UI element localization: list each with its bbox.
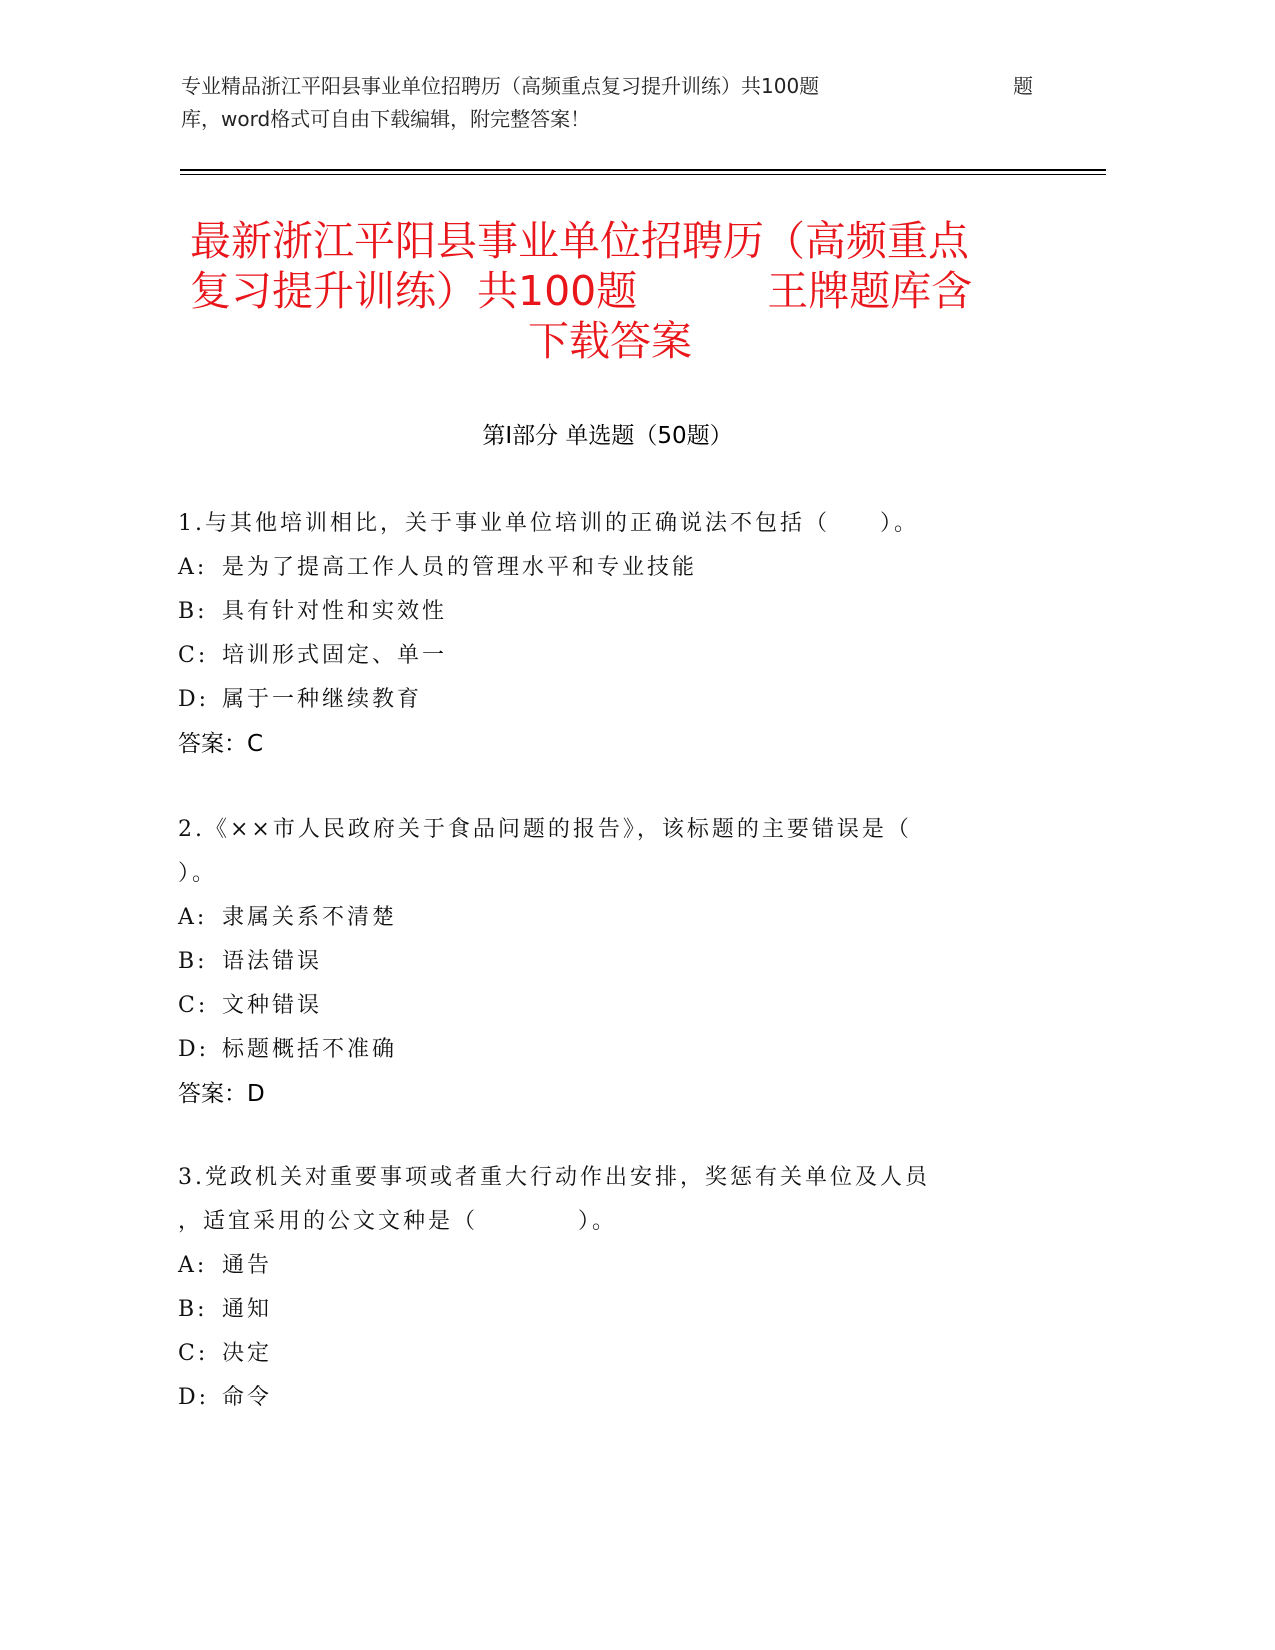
option-text: 隶属关系不清楚: [222, 905, 398, 930]
question-3-option-a: [178, 1244, 1028, 1288]
question-2-option-b: [178, 940, 1028, 984]
option-text: 属于一种继续教育: [222, 687, 423, 712]
option-text: 通知: [222, 1297, 273, 1322]
question-3-option-d: [178, 1376, 1028, 1420]
question-2: [178, 808, 1028, 1116]
title-line-2: [190, 266, 1030, 316]
option-text: 决定: [222, 1341, 273, 1366]
option-key: B:: [178, 1297, 208, 1322]
option-key: C:: [178, 993, 209, 1018]
question-1-answer: 答案：C: [178, 731, 264, 757]
question-2-text-line-1: 2.《××市人民政府关于食品问题的报告》，该标题的主要错误是（: [178, 817, 912, 842]
question-2-text-line-2: ）。: [178, 861, 218, 886]
option-key: A:: [178, 905, 208, 930]
question-2-option-a: [178, 896, 1028, 940]
option-key: B:: [178, 949, 208, 974]
title-line-1: 最新浙江平阳县事业单位招聘历（高频重点: [190, 217, 969, 265]
option-key: A:: [178, 555, 208, 580]
question-2-answer: 答案：D: [178, 1081, 265, 1107]
question-3-text-line-2: ，适宜采用的公文文种是（ ）。: [178, 1209, 618, 1234]
question-3-option-c: [178, 1332, 1028, 1376]
option-key: D:: [178, 1385, 210, 1410]
question-1-option-c: [178, 634, 1028, 678]
question-3-option-b: [178, 1288, 1028, 1332]
option-text: 培训形式固定、单一: [222, 643, 448, 668]
header-rule-thin: [180, 174, 1106, 175]
question-3: [178, 1156, 1028, 1420]
title-line-2b: 王牌题库含: [767, 267, 973, 315]
option-key: D:: [178, 1037, 210, 1062]
document-title: [190, 216, 1030, 366]
title-line-3: 下载答案: [528, 317, 692, 365]
header-note: [181, 70, 1041, 136]
option-text: 是为了提高工作人员的管理水平和专业技能: [222, 555, 698, 580]
title-line-2a: 复习提升训练）共100题: [190, 267, 638, 315]
option-key: A:: [178, 1253, 208, 1278]
option-text: 文种错误: [222, 993, 323, 1018]
header-rule-thick: [180, 169, 1106, 171]
question-1-option-a: [178, 546, 1028, 590]
question-1: [178, 502, 1028, 766]
question-2-option-d: [178, 1028, 1028, 1072]
option-key: C:: [178, 1341, 209, 1366]
question-3-text-line-1: 3.党政机关对重要事项或者重大行动作出安排，奖惩有关单位及人员: [178, 1165, 930, 1190]
question-1-text: 1.与其他培训相比，关于事业单位培训的正确说法不包括（ ）。: [178, 511, 919, 536]
header-line-1: 专业精品浙江平阳县事业单位招聘历（高频重点复习提升训练）共100题: [181, 74, 820, 98]
option-text: 通告: [222, 1253, 273, 1278]
header-line-1-right: 题: [1013, 74, 1033, 98]
header-line-2: 库，word格式可自由下载编辑，附完整答案！: [181, 107, 591, 131]
question-2-option-c: [178, 984, 1028, 1028]
option-key: B:: [178, 599, 208, 624]
option-key: D:: [178, 687, 210, 712]
question-1-option-d: [178, 678, 1028, 722]
option-text: 具有针对性和实效性: [222, 599, 448, 624]
question-1-option-b: [178, 590, 1028, 634]
option-text: 语法错误: [222, 949, 323, 974]
option-text: 命令: [222, 1385, 273, 1410]
option-text: 标题概括不准确: [222, 1037, 398, 1062]
option-key: C:: [178, 643, 209, 668]
section-title: 第Ⅰ部分 单选题（50题）: [482, 423, 733, 449]
